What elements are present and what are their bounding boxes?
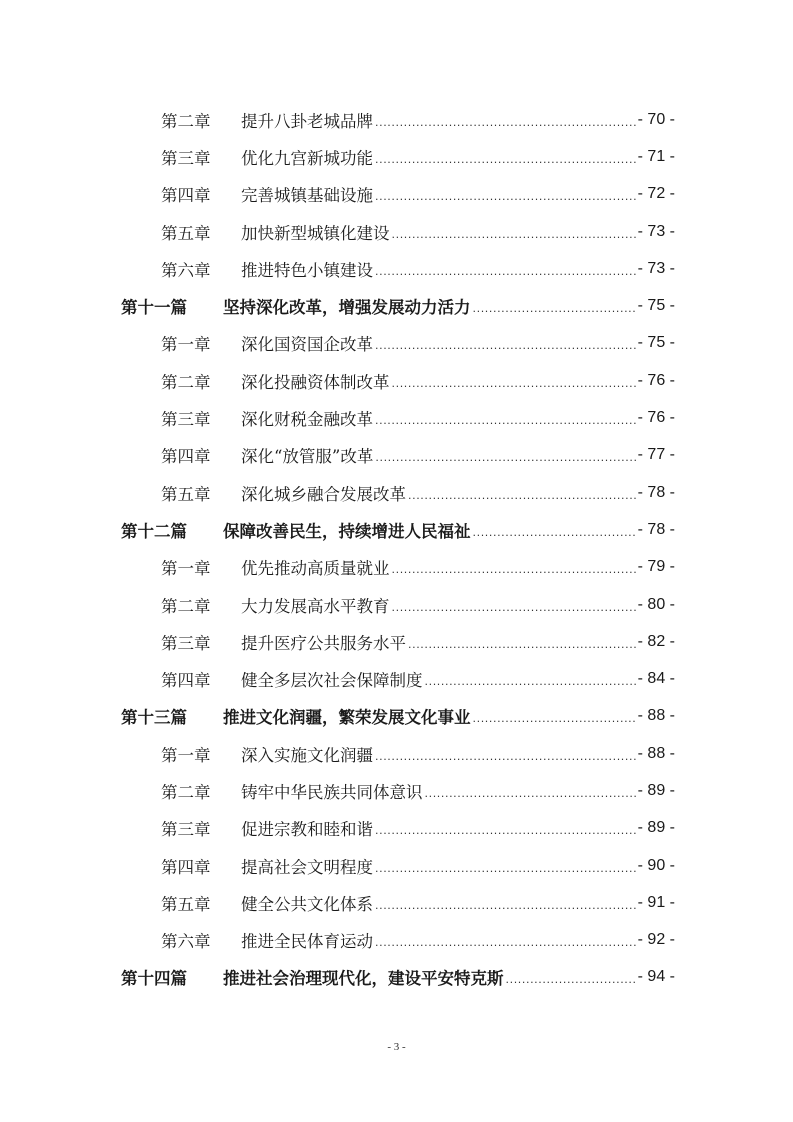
toc-entry[interactable] [0,474,793,511]
toc-entry-number: 第三章 [161,148,211,168]
dot-leader [506,967,637,987]
toc-entry-number: 第一章 [161,559,211,579]
toc-entry[interactable] [0,362,793,399]
dot-leader [392,595,637,615]
toc-entry[interactable] [0,399,793,436]
toc-entry-title: 优化九宫新城功能 [241,148,373,168]
toc-entry-page: - 84 - [637,670,675,688]
toc-entry[interactable] [0,735,793,772]
toc-entry-number: 第六章 [161,260,211,280]
toc-entry-title: 深化“放管服”改革 [241,447,374,467]
toc-entry-page: - 91 - [637,893,675,911]
toc-entry-title: 优先推动高质量就业 [241,559,390,579]
toc-part-page: - 94 - [637,968,675,986]
toc-entry[interactable] [0,772,793,809]
toc-entry[interactable] [0,810,793,847]
toc-entry-page: - 90 - [637,856,675,874]
toc-entry[interactable] [0,138,793,175]
toc-entry[interactable] [0,176,793,213]
toc-entry[interactable] [0,884,793,921]
dot-leader [375,744,637,764]
toc-part-page: - 88 - [637,707,675,725]
toc-entry-page: - 72 - [637,185,675,203]
toc-entry-title: 促进宗教和睦和谐 [241,820,373,840]
toc-entry-number: 第五章 [161,223,211,243]
toc-entry-page: - 79 - [637,558,675,576]
toc-part-number: 第十四篇 [121,969,187,989]
toc-entry-number: 第五章 [161,484,211,504]
toc-entry[interactable] [0,922,793,959]
toc-part-number: 第十一篇 [121,298,187,318]
toc-entry-title: 大力发展高水平教育 [241,596,390,616]
toc-part-title: 坚持深化改革，增强发展动力活力 [223,298,471,318]
toc-entry-page: - 88 - [637,744,675,762]
toc-part-number: 第十三篇 [121,708,187,728]
dot-leader [473,706,637,726]
toc-entry-page: - 75 - [637,334,675,352]
toc-entry-number: 第四章 [161,671,211,691]
toc-entry-title: 提升八卦老城品牌 [241,111,373,131]
dot-leader [375,184,637,204]
toc-entry-title: 健全多层次社会保障制度 [241,671,423,691]
toc-entry-number: 第四章 [161,186,211,206]
toc-entry-page: - 73 - [637,259,675,277]
toc-entry[interactable] [0,437,793,474]
toc-part-title: 推进文化润疆，繁荣发展文化事业 [223,708,471,728]
toc-entry-title: 铸牢中华民族共同体意识 [241,782,423,802]
dot-leader [375,445,636,465]
toc-entry[interactable] [0,325,793,362]
toc-entry-number: 第二章 [161,782,211,802]
toc-entry-page: - 78 - [637,483,675,501]
dot-leader [392,222,637,242]
toc-entry-number: 第三章 [161,820,211,840]
toc-entry-title: 提升医疗公共服务水平 [241,633,406,653]
toc-entry-title: 加快新型城镇化建设 [241,223,390,243]
toc-part-title: 推进社会治理现代化，建设平安特克斯 [223,969,504,989]
toc-entry-number: 第一章 [161,335,211,355]
toc-entry-title: 提高社会文明程度 [241,857,373,877]
dot-leader [408,632,637,652]
toc-part-entry[interactable] [0,698,793,735]
toc-entry-title: 推进特色小镇建设 [241,260,373,280]
toc-entry-page: - 73 - [637,222,675,240]
toc-entry[interactable] [0,250,793,287]
toc-entry-page: - 89 - [637,819,675,837]
dot-leader [375,856,637,876]
toc-part-page: - 78 - [637,520,675,538]
toc-entry-title: 深化财税金融改革 [241,410,373,430]
toc-entry[interactable] [0,847,793,884]
toc-entry-title: 深化投融资体制改革 [241,372,390,392]
dot-leader [375,259,637,279]
toc-entry-number: 第五章 [161,894,211,914]
toc-part-page: - 75 - [637,297,675,315]
dot-leader [375,147,637,167]
toc-entry-page: - 92 - [637,931,675,949]
toc-entry[interactable] [0,101,793,138]
toc-entry-page: - 70 - [637,110,675,128]
toc-entry-number: 第二章 [161,372,211,392]
toc-entry[interactable] [0,586,793,623]
toc-entry-number: 第三章 [161,410,211,430]
dot-leader [375,333,637,353]
toc-entry-page: - 76 - [637,371,675,389]
toc-entry-page: - 76 - [637,409,675,427]
page-number-footer: - 3 - [387,1041,406,1053]
toc-entry-number: 第四章 [161,447,211,467]
toc-entry[interactable] [0,623,793,660]
toc-entry-page: - 77 - [637,446,675,464]
toc-entry-title: 深化城乡融合发展改革 [241,484,406,504]
toc-entry[interactable] [0,549,793,586]
toc-part-title: 保障改善民生，持续增进人民福祉 [223,521,471,541]
table-of-contents [0,101,793,996]
toc-entry-page: - 89 - [637,781,675,799]
dot-leader [375,930,637,950]
toc-part-entry[interactable] [0,287,793,324]
dot-leader [425,669,637,689]
dot-leader [375,818,637,838]
dot-leader [375,408,637,428]
dot-leader [425,781,637,801]
toc-entry-number: 第六章 [161,932,211,952]
dot-leader [473,296,637,316]
toc-entry-number: 第四章 [161,857,211,877]
toc-entry-number: 第二章 [161,596,211,616]
dot-leader [392,557,637,577]
toc-entry[interactable] [0,660,793,697]
toc-part-entry[interactable] [0,511,793,548]
toc-entry-page: - 80 - [637,595,675,613]
dot-leader [375,110,637,130]
toc-entry-number: 第三章 [161,633,211,653]
toc-part-entry[interactable] [0,959,793,996]
dot-leader [375,893,637,913]
toc-entry-title: 深化国资国企改革 [241,335,373,355]
toc-entry-title: 深入实施文化润疆 [241,745,373,765]
toc-entry-title: 完善城镇基础设施 [241,186,373,206]
dot-leader [473,520,637,540]
dot-leader [392,371,637,391]
dot-leader [408,483,637,503]
toc-entry-title: 健全公共文化体系 [241,894,373,914]
toc-entry-page: - 82 - [637,632,675,650]
toc-entry-title: 推进全民体育运动 [241,932,373,952]
toc-entry-page: - 71 - [637,147,675,165]
toc-part-number: 第十二篇 [121,521,187,541]
toc-entry-number: 第二章 [161,111,211,131]
toc-entry[interactable] [0,213,793,250]
toc-entry-number: 第一章 [161,745,211,765]
